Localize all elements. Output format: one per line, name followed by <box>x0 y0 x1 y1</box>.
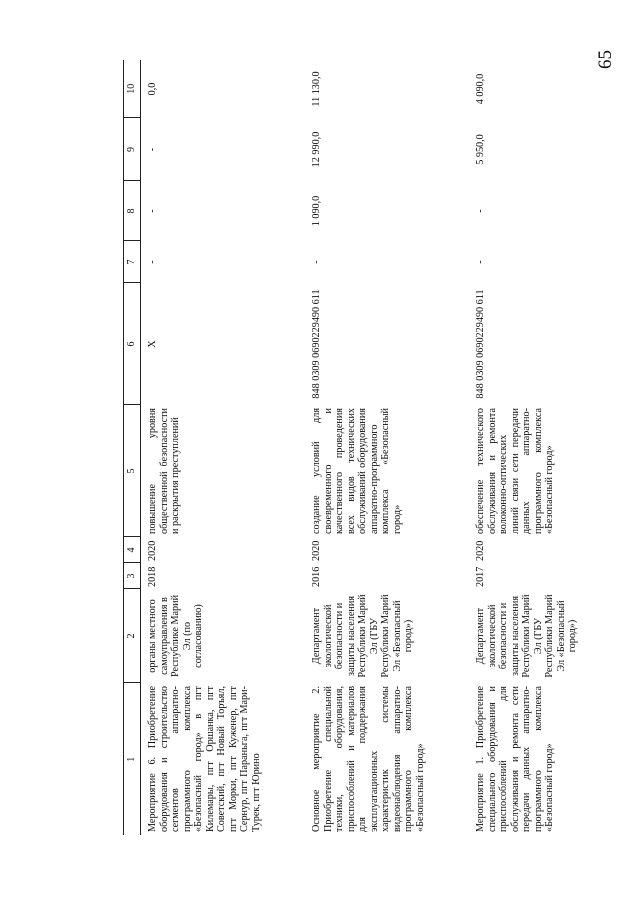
value-col-9: 5 950,0 <box>475 134 486 165</box>
column-number: 4 <box>124 537 141 563</box>
column-number: 7 <box>124 241 141 283</box>
event-description: Основное мероприятие 2. Приобретение специальной техники, оборудования, приспособлений и материалов для поддержания эксплуатационных характеристик системы видеонаблюдения аппаратно-программного комплекса «Безопасный город» <box>311 686 426 832</box>
value-col-9: - <box>147 147 158 152</box>
value-col-8: 1 090,0 <box>311 195 322 227</box>
column-number: 3 <box>124 563 141 589</box>
table-row <box>307 60 471 835</box>
responsible-executor: Департамент экологической безопасности и защиты населения Республики Марий Эл (ГБУ Республики Марий Эл «Безопасный город») <box>311 594 415 678</box>
end-year: 2020 <box>475 540 486 561</box>
budget-code: 848 0309 0690229490 611 <box>475 289 486 399</box>
end-year: 2020 <box>147 540 158 561</box>
responsible-executor: Департамент экологической безопасности и защиты населения Республики Марий Эл (ГБУ Республики Марий Эл «Безопасный город») <box>475 594 579 678</box>
value-col-7: - <box>311 260 322 264</box>
page-number: 65 <box>595 50 616 69</box>
column-number: 6 <box>124 283 141 405</box>
column-number-row <box>124 60 141 835</box>
responsible-executor: органы местного самоуправления в Республике Марий Эл (по согласованию) <box>147 594 205 678</box>
expected-result: повышение уровня общественной безопасности и раскрытия преступлений <box>147 408 182 534</box>
value-col-7: - <box>147 260 158 264</box>
value-col-8: - <box>475 209 486 213</box>
budget-code: 848 0309 0690229490 611 <box>311 289 322 399</box>
start-year: 2018 <box>147 566 158 587</box>
budget-code: X <box>147 340 158 348</box>
column-number: 9 <box>124 118 141 181</box>
column-number: 5 <box>124 405 141 537</box>
expected-result: создание условий для своевременного и качественного проведения всех видов технических обслуживаний оборудования аппаратно-программного комплекса «Безопасный город» <box>311 408 403 534</box>
start-year: 2017 <box>475 566 486 587</box>
event-description: Мероприятие 1. Приобретение специального оборудования и приспособлений для обслуживания и ремонта сети передачи данных аппаратно-программного комплекса «Безопасный город» <box>475 686 556 832</box>
program-table <box>123 60 635 835</box>
column-number: 8 <box>124 181 141 241</box>
end-year: 2020 <box>311 540 322 561</box>
table-row <box>471 60 635 835</box>
start-year: 2016 <box>311 566 322 587</box>
value-col-10: 11 130,0 <box>311 71 322 107</box>
value-col-10: 4 090,0 <box>475 73 486 105</box>
value-col-10: 0,0 <box>147 82 158 96</box>
column-number: 1 <box>124 683 141 835</box>
column-number: 10 <box>124 60 141 118</box>
expected-result: обеспечение технического обслуживания и ремонта волоконно-оптических линий связи сети передачи данных аппаратно-программного комплекса «Безопасный город» <box>475 408 556 534</box>
value-col-9: 12 990,0 <box>311 131 322 168</box>
value-col-8: - <box>147 209 158 213</box>
column-number: 2 <box>124 589 141 683</box>
rotated-table-page <box>123 60 628 835</box>
value-col-7: - <box>475 260 486 264</box>
event-description: Мероприятие 6. Приобретение оборудования и строительство сегментов аппаратно-программного комплекса «Безопасный город» в пгт Килемары, пгт Оршанка, пгт Советский, пгт Новый Торъял, пгт Морки, пгт Куженер, пгт Сернур, пгт Параньга, пгт Мари-Турек, пгт Юрино <box>147 686 262 832</box>
table-row <box>141 60 308 835</box>
